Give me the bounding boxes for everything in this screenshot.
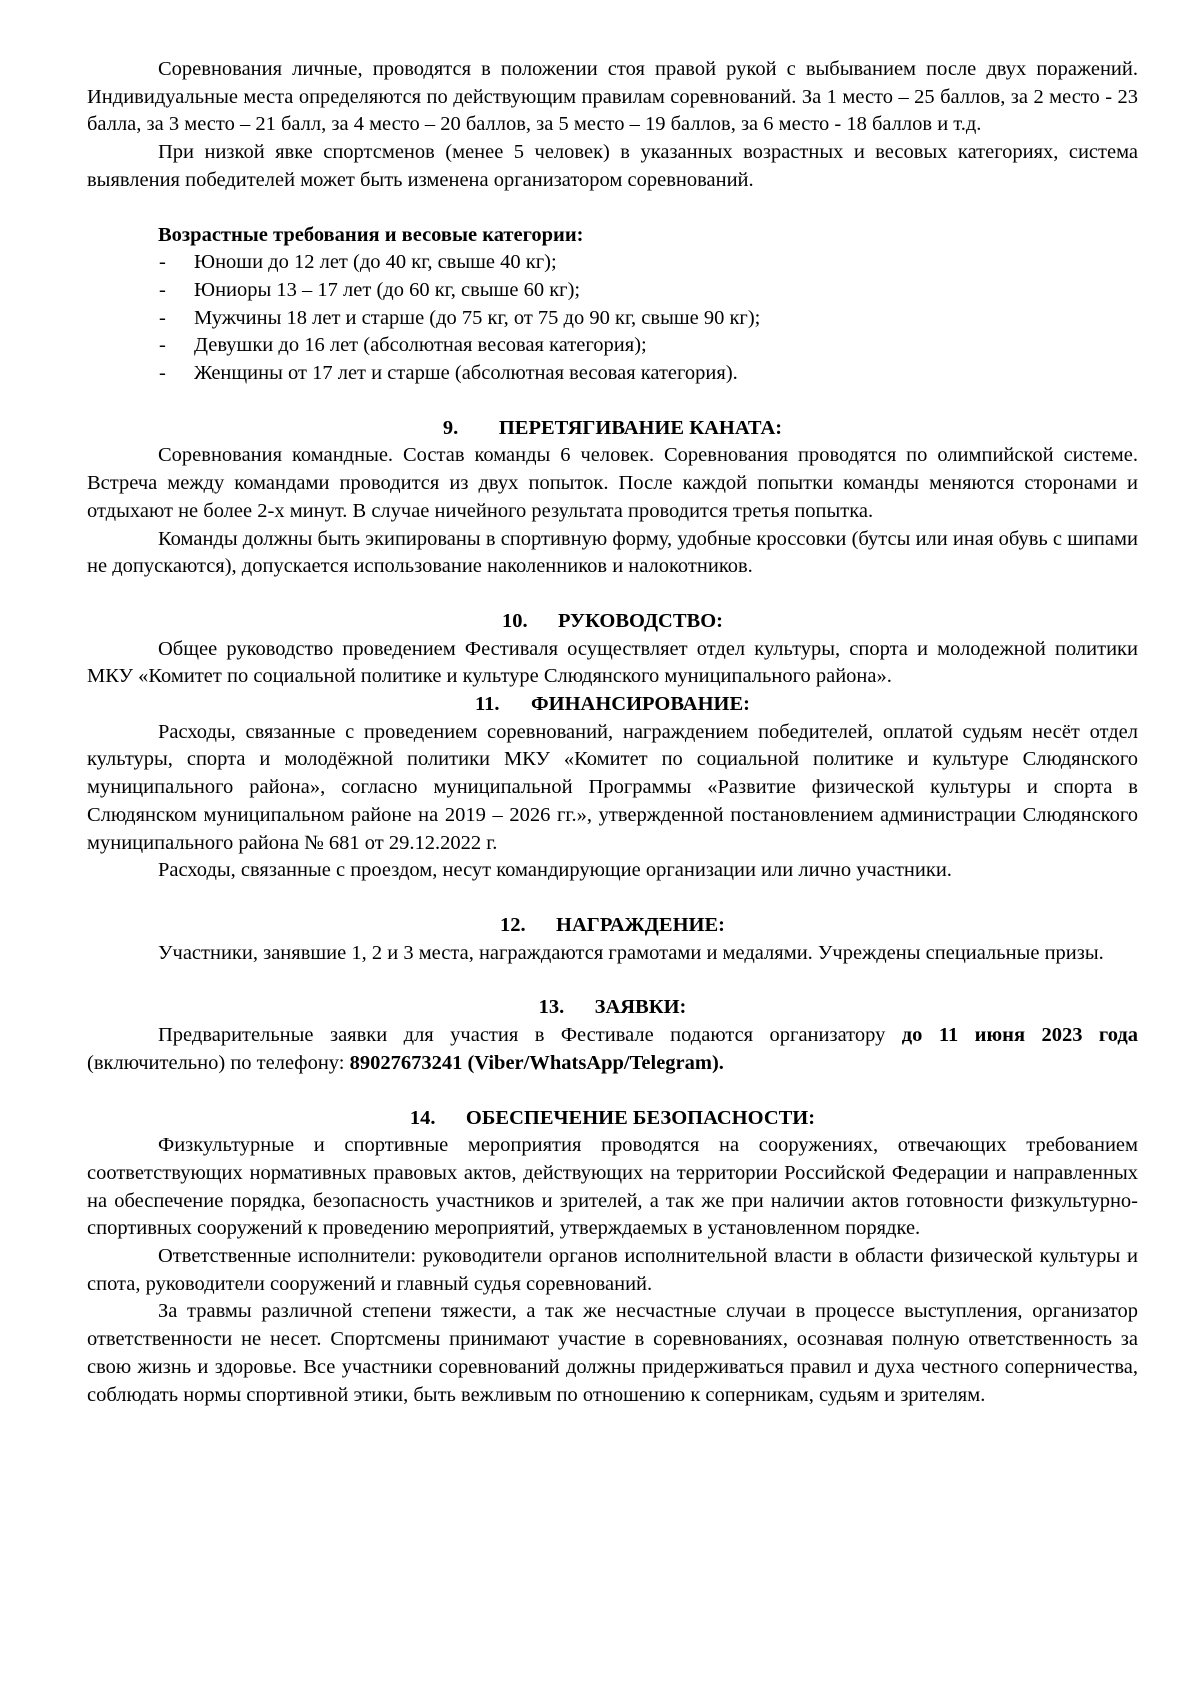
intro-paragraph: Соревнования личные, проводятся в положении стоя правой рукой с выбыванием после двух поражений. Индивидуальные места определяются по действующим правилам соревнований. За 1 место – 25 баллов, за 2 место - 23 балла, за 3 место – 21 балл, за 4 место – 20 баллов, за 5 место – 19 баллов, за 6 место - 18 баллов и т.д. bbox=[87, 58, 1138, 136]
section-title: ФИНАНСИРОВАНИЕ: bbox=[531, 693, 750, 716]
section-heading-awards bbox=[87, 912, 1138, 940]
section-title: ОБЕСПЕЧЕНИЕ БЕЗОПАСНОСТИ: bbox=[465, 1106, 816, 1129]
list-item: - Мужчины 18 лет и старше (до 75 кг, от 75 до 90 кг, свыше 90 кг); bbox=[194, 305, 1138, 333]
section-number: 14. bbox=[409, 1106, 436, 1129]
section-paragraph: Расходы, связанные с проездом, несут командирующие организации или лично участники. bbox=[158, 859, 952, 882]
section-paragraph: Расходы, связанные с проведением соревнований, награждением победителей, оплатой судьям несёт отдел культуры, спорта и молодёжной политики МКУ «Комитет по социальной политике и культуре Слюдянского муниципального района», согласно муниципальной Программы «Развитие физической культуры и спорта в Слюдянском муниципальном районе на 2019 – 2026 гг.», утвержденной постановлением администрации Слюдянского муниципального района № 681 от 29.12.2022 г. bbox=[87, 720, 1138, 854]
list-item: - Женщины от 17 лет и старше (абсолютная весовая категория). bbox=[194, 360, 1138, 388]
section-paragraph: За травмы различной степени тяжести, а так же несчастные случаи в процессе выступления, организатор ответственности не несет. Спортсмены принимают участие в соревнованиях, осознавая полную ответственность за свою жизнь и здоровье. Все участники соревнований должны придерживаться правил и духа честного соперничества, соблюдать нормы спортивной этики, быть вежливым по отношению к соперникам, судьям и зрителям. bbox=[87, 1300, 1138, 1406]
section-title: ЗАЯВКИ: bbox=[594, 996, 687, 1019]
applications-text: (включительно) по телефону: bbox=[87, 1051, 350, 1074]
age-requirements-title: Возрастные требования и весовые категории: bbox=[158, 223, 584, 246]
section-heading-applications bbox=[87, 994, 1138, 1022]
section-heading-management bbox=[87, 608, 1138, 636]
section-paragraph: Общее руководство проведением Фестиваля осуществляет отдел культуры, спорта и молодежной политики МКУ «Комитет по социальной политике и культуре Слюдянского муниципального района». bbox=[87, 637, 1138, 688]
applications-text: Предварительные заявки для участия в Фестивале подаются организатору bbox=[158, 1024, 902, 1047]
section-heading-financing bbox=[87, 691, 1138, 719]
section-title: РУКОВОДСТВО: bbox=[558, 609, 723, 632]
section-number: 11. bbox=[475, 693, 500, 716]
section-paragraph: Соревнования командные. Состав команды 6 человек. Соревнования проводятся по олимпийской системе. Встреча между командами проводится из двух попыток. После каждой попытки команды меняются сторонами и отдыхают не более 2-х минут. В случае ничейного результата проводится третья попытка. bbox=[87, 444, 1138, 522]
section-number: 12. bbox=[500, 913, 526, 936]
list-item: - Юноши до 12 лет (до 40 кг, свыше 40 кг); bbox=[194, 249, 1138, 277]
list-item: - Девушки до 16 лет (абсолютная весовая категория); bbox=[194, 332, 1138, 360]
section-number: 9. bbox=[442, 416, 459, 439]
section-number: 13. bbox=[538, 996, 565, 1019]
section-title: НАГРАЖДЕНИЕ: bbox=[556, 913, 725, 936]
section-number: 10. bbox=[502, 609, 528, 632]
applications-paragraph bbox=[87, 1022, 1138, 1077]
age-categories-list bbox=[87, 249, 1138, 388]
section-title: ПЕРЕТЯГИВАНИЕ КАНАТА: bbox=[498, 416, 783, 439]
section-heading-safety bbox=[87, 1105, 1138, 1133]
applications-phone: 89027673241 (Viber/WhatsApp/Telegram). bbox=[349, 1051, 724, 1074]
section-heading-tug-of-war bbox=[87, 415, 1138, 443]
list-item: - Юниоры 13 – 17 лет (до 60 кг, свыше 60 кг); bbox=[194, 277, 1138, 305]
section-paragraph: Физкультурные и спортивные мероприятия проводятся на сооружениях, отвечающих требованием соответствующих нормативных правовых актов, действующих на территории Российской Федерации и направленных на обеспечение порядка, безопасность участников и зрителей, а так же при наличии актов готовности физкультурно-спортивных сооружений к проведению мероприятий, утверждаемых в установленном порядке. bbox=[87, 1134, 1138, 1240]
section-paragraph: Ответственные исполнители: руководители органов исполнительной власти в области физической культуры и спота, руководители сооружений и главный судья соревнований. bbox=[87, 1245, 1138, 1295]
section-paragraph: Команды должны быть экипированы в спортивную форму, удобные кроссовки (бутсы или иная обувь с шипами не допускаются), допускается использование наколенников и налокотников. bbox=[87, 527, 1138, 578]
section-paragraph: Участники, занявшие 1, 2 и 3 места, награждаются грамотами и медалями. Учреждены специальные призы. bbox=[158, 941, 1104, 964]
applications-deadline: до 11 июня 2023 года bbox=[901, 1024, 1139, 1047]
intro-paragraph: При низкой явке спортсменов (менее 5 человек) в указанных возрастных и весовых категориях, система выявления победителей может быть изменена организатором соревнований. bbox=[87, 141, 1138, 191]
